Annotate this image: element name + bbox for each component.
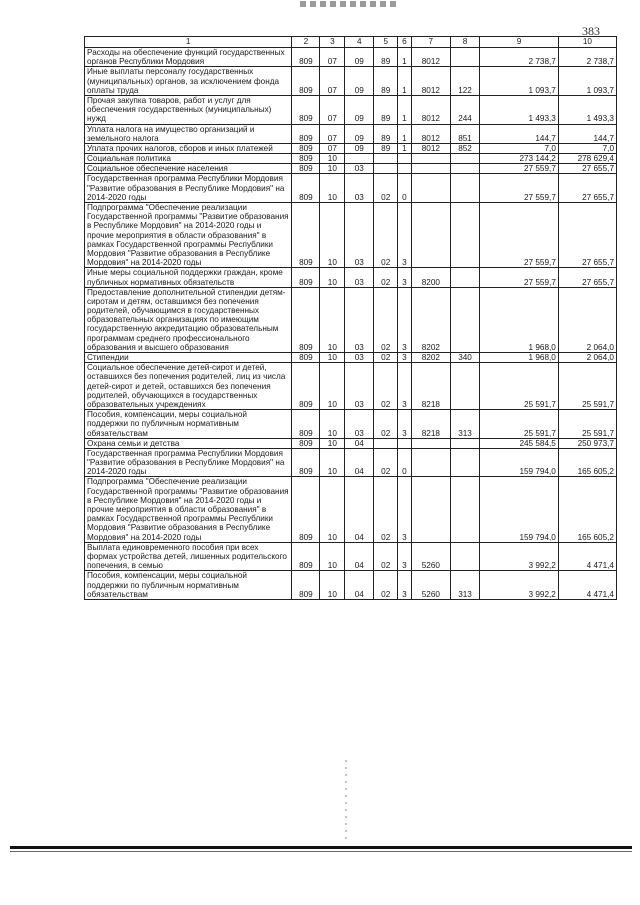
row-name-cell: Иные меры социальной поддержки граждан, кроме публичных нормативных обязательств	[85, 268, 292, 287]
column-header: 6	[398, 37, 411, 48]
ministry-code-cell: 809	[292, 67, 320, 96]
subsection-code-cell: 09	[345, 48, 374, 67]
ministry-code-cell: 809	[292, 174, 320, 203]
ministry-code-cell: 809	[292, 164, 320, 174]
amount-year-2-cell: 25 591,7	[558, 410, 616, 439]
section-code-cell: 07	[320, 67, 345, 96]
table-row	[85, 95, 617, 124]
amount-year-1-cell: 1 093,7	[480, 67, 559, 96]
section-code-cell: 10	[320, 438, 345, 448]
target-article-cell: 8218	[411, 363, 450, 410]
page-bottom-rule	[10, 846, 632, 849]
amount-year-2-cell: 2 064,0	[558, 287, 616, 352]
target-article-cell	[411, 154, 450, 164]
section-code-cell: 10	[320, 410, 345, 439]
row-name-cell: Подпрограмма "Обеспечение реализации Государственной программы "Развитие образования в Республике Мордовия" на 2014-2020 годы и прочие мероприятия в области образования" в рамках Государственной программы Республики Мордовия "Развитие образования в Республике Мордовия" на 2014-2020 годы	[85, 203, 292, 268]
program-code-cell: 89	[374, 143, 398, 153]
table-row	[85, 287, 617, 352]
subsection-code-cell: 03	[345, 203, 374, 268]
table-row	[85, 363, 617, 410]
subprogram-code-cell: 3	[398, 542, 411, 571]
program-code-cell: 02	[374, 268, 398, 287]
target-article-cell: 5260	[411, 571, 450, 600]
amount-year-1-cell: 25 591,7	[480, 363, 559, 410]
amount-year-1-cell: 1 968,0	[480, 353, 559, 363]
expense-type-cell	[451, 154, 480, 164]
row-name-cell: Стипендии	[85, 353, 292, 363]
amount-year-1-cell: 3 992,2	[480, 571, 559, 600]
subprogram-code-cell: 3	[398, 363, 411, 410]
amount-year-2-cell: 7,0	[558, 143, 616, 153]
subprogram-code-cell: 1	[398, 67, 411, 96]
amount-year-1-cell: 25 591,7	[480, 410, 559, 439]
target-article-cell: 8012	[411, 143, 450, 153]
amount-year-1-cell: 1 493,3	[480, 95, 559, 124]
expense-type-cell: 313	[451, 410, 480, 439]
target-article-cell	[411, 174, 450, 203]
row-name-cell: Прочая закупка товаров, работ и услуг для обеспечения государственных (муниципальных) нужд	[85, 95, 292, 124]
subsection-code-cell: 03	[345, 164, 374, 174]
amount-year-1-cell: 245 584,5	[480, 438, 559, 448]
row-name-cell: Пособия, компенсации, меры социальной поддержки по публичным нормативным обязательствам	[85, 410, 292, 439]
program-code-cell	[374, 154, 398, 164]
subsection-code-cell: 03	[345, 268, 374, 287]
subprogram-code-cell: 1	[398, 143, 411, 153]
expense-type-cell	[451, 203, 480, 268]
target-article-cell: 8218	[411, 410, 450, 439]
column-header: 3	[320, 37, 345, 48]
subsection-code-cell: 04	[345, 438, 374, 448]
program-code-cell: 02	[374, 542, 398, 571]
amount-year-2-cell: 2 738,7	[558, 48, 616, 67]
table-row	[85, 448, 617, 477]
section-code-cell: 07	[320, 95, 345, 124]
program-code-cell: 02	[374, 363, 398, 410]
row-name-cell: Пособия, компенсации, меры социальной поддержки по публичным нормативным обязательствам	[85, 571, 292, 600]
target-article-cell: 8202	[411, 287, 450, 352]
column-header: 7	[411, 37, 450, 48]
subsection-code-cell: 09	[345, 143, 374, 153]
target-article-cell: 8202	[411, 353, 450, 363]
table-row	[85, 143, 617, 153]
section-code-cell: 10	[320, 164, 345, 174]
amount-year-2-cell: 2 064,0	[558, 353, 616, 363]
amount-year-2-cell: 165 605,2	[558, 477, 616, 542]
program-code-cell: 02	[374, 174, 398, 203]
ministry-code-cell: 809	[292, 363, 320, 410]
target-article-cell: 8012	[411, 124, 450, 143]
program-code-cell: 02	[374, 203, 398, 268]
row-name-cell: Иные выплаты персоналу государственных (муниципальных) органов, за исключением фонда оплаты труда	[85, 67, 292, 96]
table-row	[85, 164, 617, 174]
target-article-cell: 8012	[411, 95, 450, 124]
row-name-cell: Государственная программа Республики Мордовия "Развитие образования в Республике Мордовия" на 2014-2020 годы	[85, 174, 292, 203]
target-article-cell	[411, 448, 450, 477]
subprogram-code-cell: 1	[398, 48, 411, 67]
row-name-cell: Предоставление дополнительной стипендии детям-сиротам и детям, оставшимся без попечения родителей, обучающимся в государственных образовательных организациях по имеющим государственную аккредитацию образовательным программам среднего профессионального образования и высшего образования	[85, 287, 292, 352]
expense-type-cell	[451, 448, 480, 477]
amount-year-2-cell: 278 629,4	[558, 154, 616, 164]
row-name-cell: Социальная политика	[85, 154, 292, 164]
subprogram-code-cell: 3	[398, 410, 411, 439]
expense-type-cell	[451, 48, 480, 67]
table-row	[85, 571, 617, 600]
subsection-code-cell: 03	[345, 174, 374, 203]
table-row	[85, 203, 617, 268]
subprogram-code-cell: 0	[398, 448, 411, 477]
page-bottom-rule	[10, 851, 632, 852]
amount-year-1-cell: 273 144,2	[480, 154, 559, 164]
section-code-cell: 10	[320, 154, 345, 164]
table-body	[85, 48, 617, 600]
row-name-cell: Расходы на обеспечение функций государственных органов Республики Мордовия	[85, 48, 292, 67]
expense-type-cell	[451, 287, 480, 352]
column-header: 2	[292, 37, 320, 48]
table-row	[85, 268, 617, 287]
expense-type-cell: 340	[451, 353, 480, 363]
expense-type-cell	[451, 438, 480, 448]
column-header: 4	[345, 37, 374, 48]
subprogram-code-cell: 3	[398, 203, 411, 268]
target-article-cell	[411, 438, 450, 448]
column-header: 8	[451, 37, 480, 48]
ministry-code-cell: 809	[292, 203, 320, 268]
ministry-code-cell: 809	[292, 542, 320, 571]
amount-year-2-cell: 144,7	[558, 124, 616, 143]
subsection-code-cell: 03	[345, 410, 374, 439]
section-code-cell: 10	[320, 268, 345, 287]
expense-type-cell	[451, 268, 480, 287]
amount-year-2-cell: 27 655,7	[558, 164, 616, 174]
section-code-cell: 10	[320, 542, 345, 571]
ministry-code-cell: 809	[292, 95, 320, 124]
ministry-code-cell: 809	[292, 268, 320, 287]
table-row	[85, 174, 617, 203]
target-article-cell: 5260	[411, 542, 450, 571]
expense-type-cell	[451, 477, 480, 542]
ministry-code-cell: 809	[292, 438, 320, 448]
subsection-code-cell: 04	[345, 542, 374, 571]
subprogram-code-cell: 3	[398, 353, 411, 363]
table-row	[85, 124, 617, 143]
amount-year-1-cell: 159 794,0	[480, 448, 559, 477]
program-code-cell: 89	[374, 67, 398, 96]
subprogram-code-cell: 0	[398, 174, 411, 203]
section-code-cell: 07	[320, 124, 345, 143]
amount-year-1-cell: 27 559,7	[480, 203, 559, 268]
ministry-code-cell: 809	[292, 154, 320, 164]
amount-year-2-cell: 27 655,7	[558, 268, 616, 287]
amount-year-1-cell: 27 559,7	[480, 268, 559, 287]
amount-year-1-cell: 159 794,0	[480, 477, 559, 542]
subsection-code-cell: 03	[345, 353, 374, 363]
page-number: 383	[582, 24, 600, 38]
amount-year-1-cell: 27 559,7	[480, 164, 559, 174]
subprogram-code-cell: 1	[398, 95, 411, 124]
ministry-code-cell: 809	[292, 124, 320, 143]
subprogram-code-cell: 3	[398, 287, 411, 352]
section-code-cell: 10	[320, 353, 345, 363]
ministry-code-cell: 809	[292, 143, 320, 153]
program-code-cell: 02	[374, 448, 398, 477]
program-code-cell	[374, 164, 398, 174]
table-row	[85, 477, 617, 542]
amount-year-2-cell: 27 655,7	[558, 203, 616, 268]
amount-year-1-cell: 27 559,7	[480, 174, 559, 203]
subsection-code-cell: 09	[345, 67, 374, 96]
expense-type-cell	[451, 174, 480, 203]
program-code-cell: 02	[374, 287, 398, 352]
target-article-cell: 8012	[411, 48, 450, 67]
expense-type-cell: 852	[451, 143, 480, 153]
amount-year-2-cell: 250 973,7	[558, 438, 616, 448]
section-code-cell: 07	[320, 143, 345, 153]
amount-year-2-cell: 1 493,3	[558, 95, 616, 124]
subprogram-code-cell	[398, 438, 411, 448]
program-code-cell	[374, 438, 398, 448]
amount-year-2-cell: 1 093,7	[558, 67, 616, 96]
section-code-cell: 10	[320, 363, 345, 410]
target-article-cell: 8200	[411, 268, 450, 287]
expense-type-cell	[451, 542, 480, 571]
expense-type-cell	[451, 164, 480, 174]
subprogram-code-cell: 3	[398, 571, 411, 600]
column-header: 9	[480, 37, 559, 48]
subsection-code-cell: 04	[345, 477, 374, 542]
table-row	[85, 438, 617, 448]
ministry-code-cell: 809	[292, 353, 320, 363]
program-code-cell: 89	[374, 95, 398, 124]
subprogram-code-cell: 3	[398, 268, 411, 287]
program-code-cell: 02	[374, 571, 398, 600]
subsection-code-cell: 04	[345, 448, 374, 477]
budget-table	[84, 36, 617, 600]
subsection-code-cell	[345, 154, 374, 164]
amount-year-1-cell: 3 992,2	[480, 542, 559, 571]
header-row	[85, 37, 617, 48]
table-row	[85, 154, 617, 164]
expense-type-cell: 851	[451, 124, 480, 143]
section-code-cell: 10	[320, 448, 345, 477]
subsection-code-cell: 03	[345, 363, 374, 410]
subsection-code-cell: 04	[345, 571, 374, 600]
scan-artifact	[345, 760, 347, 840]
target-article-cell	[411, 477, 450, 542]
program-code-cell: 02	[374, 410, 398, 439]
row-name-cell: Охрана семьи и детства	[85, 438, 292, 448]
table-row	[85, 410, 617, 439]
column-header: 1	[85, 37, 292, 48]
expense-type-cell: 313	[451, 571, 480, 600]
amount-year-1-cell: 7,0	[480, 143, 559, 153]
section-code-cell: 10	[320, 571, 345, 600]
ministry-code-cell: 809	[292, 477, 320, 542]
subsection-code-cell: 09	[345, 95, 374, 124]
subprogram-code-cell: 3	[398, 477, 411, 542]
expense-type-cell: 244	[451, 95, 480, 124]
amount-year-2-cell: 27 655,7	[558, 174, 616, 203]
program-code-cell: 02	[374, 353, 398, 363]
subprogram-code-cell: 1	[398, 124, 411, 143]
amount-year-2-cell: 165 605,2	[558, 448, 616, 477]
table-row	[85, 542, 617, 571]
ministry-code-cell: 809	[292, 448, 320, 477]
row-name-cell: Выплата единовременного пособия при всех формах устройства детей, лишенных родительского попечения, в семью	[85, 542, 292, 571]
column-header: 10	[558, 37, 616, 48]
ministry-code-cell: 809	[292, 410, 320, 439]
scan-artifact	[300, 1, 400, 7]
subprogram-code-cell	[398, 154, 411, 164]
row-name-cell: Уплата налога на имущество организаций и земельного налога	[85, 124, 292, 143]
section-code-cell: 10	[320, 203, 345, 268]
table-row	[85, 48, 617, 67]
program-code-cell: 89	[374, 124, 398, 143]
row-name-cell: Государственная программа Республики Мордовия "Развитие образования в Республике Мордовия" на 2014-2020 годы	[85, 448, 292, 477]
ministry-code-cell: 809	[292, 48, 320, 67]
subsection-code-cell: 03	[345, 287, 374, 352]
section-code-cell: 07	[320, 48, 345, 67]
row-name-cell: Уплата прочих налогов, сборов и иных платежей	[85, 143, 292, 153]
target-article-cell	[411, 203, 450, 268]
section-code-cell: 10	[320, 174, 345, 203]
expense-type-cell: 122	[451, 67, 480, 96]
amount-year-2-cell: 25 591,7	[558, 363, 616, 410]
amount-year-2-cell: 4 471,4	[558, 571, 616, 600]
table-row	[85, 353, 617, 363]
target-article-cell: 8012	[411, 67, 450, 96]
amount-year-2-cell: 4 471,4	[558, 542, 616, 571]
subprogram-code-cell	[398, 164, 411, 174]
row-name-cell: Социальное обеспечение населения	[85, 164, 292, 174]
expense-type-cell	[451, 363, 480, 410]
row-name-cell: Социальное обеспечение детей-сирот и детей, оставшихся без попечения родителей, лиц из числа детей-сирот и детей, оставшихся без попечения родителей, обучающихся в государственных образовательных учреждениях	[85, 363, 292, 410]
amount-year-1-cell: 144,7	[480, 124, 559, 143]
ministry-code-cell: 809	[292, 287, 320, 352]
row-name-cell: Подпрограмма "Обеспечение реализации Государственной программы "Развитие образования в Республике Мордовия" на 2014-2020 годы и прочие мероприятия в области образования" в рамках Государственной программы Республики Мордовия "Развитие образования в Республике Мордовия" на 2014-2020 годы	[85, 477, 292, 542]
section-code-cell: 10	[320, 477, 345, 542]
program-code-cell: 02	[374, 477, 398, 542]
subsection-code-cell: 09	[345, 124, 374, 143]
target-article-cell	[411, 164, 450, 174]
column-header: 5	[374, 37, 398, 48]
amount-year-1-cell: 2 738,7	[480, 48, 559, 67]
section-code-cell: 10	[320, 287, 345, 352]
program-code-cell: 89	[374, 48, 398, 67]
amount-year-1-cell: 1 968,0	[480, 287, 559, 352]
ministry-code-cell: 809	[292, 571, 320, 600]
table-row	[85, 67, 617, 96]
